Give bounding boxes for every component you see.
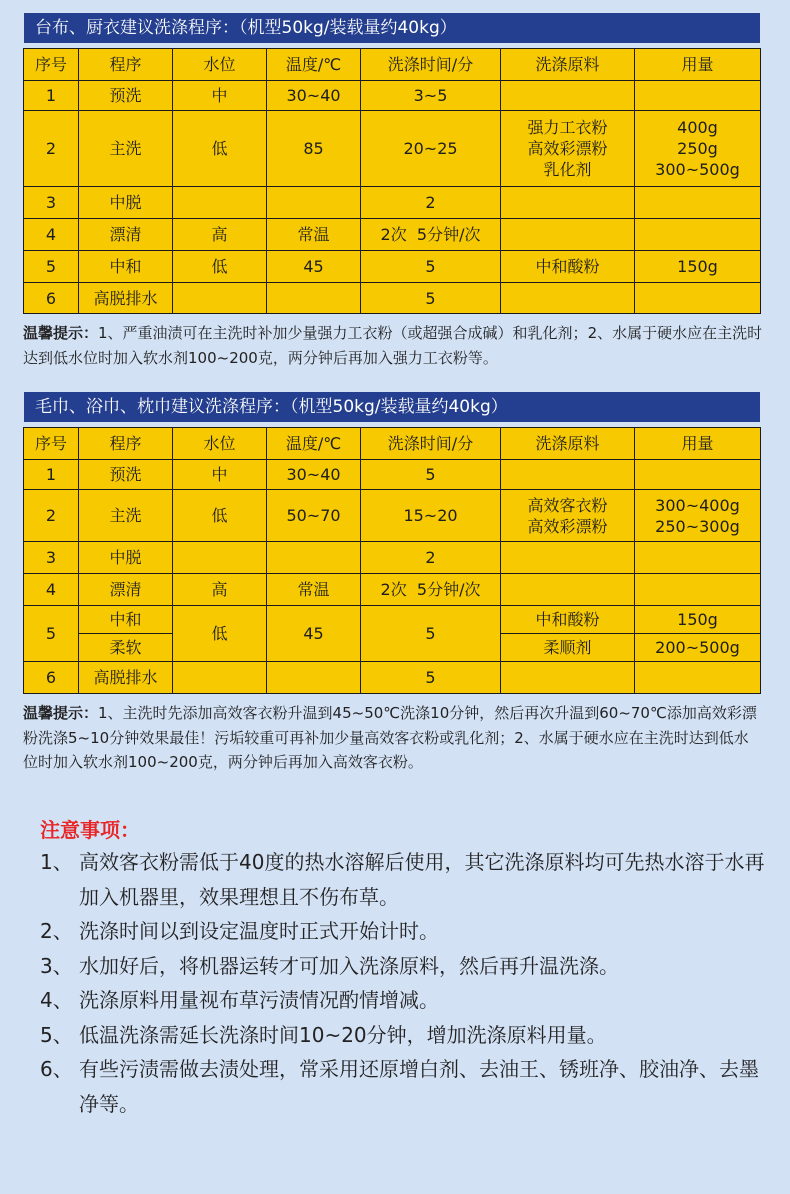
cell-no: 6 [24, 662, 79, 694]
cell-amount [635, 187, 761, 219]
cell-amount [635, 542, 761, 574]
header-cell: 洗涤时间/分 [361, 49, 501, 81]
table-header-row [24, 428, 761, 460]
cell-material [501, 574, 635, 606]
cell-material [501, 662, 635, 694]
cell-temp: 常温 [267, 574, 361, 606]
cell-water: 高 [173, 574, 267, 606]
cell-amount: 300~400g 250~300g [635, 490, 761, 542]
tip-text: 1、严重油渍可在主洗时补加少量强力工衣粉（或超强合成碱）和乳化剂；2、水属于硬水应在主洗时达到低水位时加入软水剂100~200克，两分钟后再加入强力工衣粉等。 [23, 324, 763, 367]
cell-time: 5 [361, 460, 501, 490]
list-item [40, 1018, 770, 1053]
cell-program: 中脱 [79, 542, 173, 574]
cell-amount [635, 283, 761, 314]
cell-temp: 30~40 [267, 460, 361, 490]
cell-time: 20~25 [361, 111, 501, 187]
cell-water: 中 [173, 460, 267, 490]
cell-amount [635, 574, 761, 606]
cell-amount: 200~500g [635, 634, 761, 662]
cell-material [501, 219, 635, 251]
cell-water [173, 662, 267, 694]
header-cell: 温度/℃ [267, 428, 361, 460]
cell-program: 中脱 [79, 187, 173, 219]
item-text: 有些污渍需做去渍处理，常采用还原增白剂、去油王、锈班净、胶油净、去墨净等。 [79, 1057, 759, 1116]
table-row [24, 606, 761, 634]
table-header-row [24, 49, 761, 81]
table-row [24, 81, 761, 111]
cell-temp: 45 [267, 606, 361, 662]
cell-material: 柔顺剂 [501, 634, 635, 662]
table-row [24, 574, 761, 606]
cell-material [501, 81, 635, 111]
cell-temp [267, 283, 361, 314]
header-cell: 用量 [635, 428, 761, 460]
cell-program: 漂清 [79, 219, 173, 251]
cell-temp [267, 187, 361, 219]
header-cell: 程序 [79, 49, 173, 81]
cell-water: 中 [173, 81, 267, 111]
cell-material: 强力工衣粉 高效彩漂粉 乳化剂 [501, 111, 635, 187]
header-cell: 序号 [24, 49, 79, 81]
tip-label: 温馨提示： [23, 324, 99, 342]
header-cell: 温度/℃ [267, 49, 361, 81]
cell-water: 低 [173, 251, 267, 283]
cell-no: 2 [24, 111, 79, 187]
cell-material: 中和酸粉 [501, 251, 635, 283]
cell-time: 2 [361, 187, 501, 219]
list-item [40, 845, 770, 914]
cell-material: 中和酸粉 [501, 606, 635, 634]
list-item [40, 914, 770, 949]
cell-water: 低 [173, 490, 267, 542]
cell-program: 柔软 [79, 634, 173, 662]
cell-no: 6 [24, 283, 79, 314]
cell-temp: 常温 [267, 219, 361, 251]
item-text: 高效客衣粉需低于40度的热水溶解后使用，其它洗涤原料均可先热水溶于水再加入机器里，效果理想且不伤布草。 [79, 850, 765, 909]
cell-no: 3 [24, 542, 79, 574]
header-cell: 序号 [24, 428, 79, 460]
table-row [24, 490, 761, 542]
cell-amount [635, 81, 761, 111]
header-cell: 用量 [635, 49, 761, 81]
cell-water [173, 283, 267, 314]
cell-temp: 45 [267, 251, 361, 283]
cell-temp [267, 542, 361, 574]
section2-tip [23, 701, 763, 775]
cell-program: 中和 [79, 606, 173, 634]
table-row [24, 219, 761, 251]
section1-table [23, 48, 761, 314]
tip-text: 1、主洗时先添加高效客衣粉升温到45~50℃洗涤10分钟，然后再次升温到60~70℃添加高效彩漂粉洗涤5~10分钟效果最佳！污垢较重可再补加少量高效客衣粉或乳化剂；2、水属于硬水应在主洗时达到低水位时加入软水剂100~200克，两分钟后再加入高效客衣粉。 [23, 704, 757, 771]
item-number: 4、 [40, 988, 73, 1012]
header-cell: 水位 [173, 49, 267, 81]
cell-no: 5 [24, 251, 79, 283]
cell-no: 4 [24, 574, 79, 606]
section1-tip [23, 321, 763, 370]
tip-label: 温馨提示： [23, 704, 99, 722]
cell-no: 1 [24, 460, 79, 490]
item-text: 水加好后，将机器运转才可加入洗涤原料，然后再升温洗涤。 [79, 953, 619, 978]
cell-program: 预洗 [79, 460, 173, 490]
cell-amount: 150g [635, 251, 761, 283]
cell-time: 5 [361, 283, 501, 314]
cell-program: 主洗 [79, 490, 173, 542]
cell-material [501, 283, 635, 314]
cell-amount [635, 460, 761, 490]
section2-title: 毛巾、浴巾、枕巾建议洗涤程序：（机型50kg/装载量约40kg） [24, 392, 760, 422]
header-cell: 洗涤时间/分 [361, 428, 501, 460]
cell-water [173, 542, 267, 574]
list-item [40, 949, 770, 984]
attention-title: 注意事项： [40, 818, 140, 842]
item-text: 低温洗涤需延长洗涤时间10~20分钟，增加洗涤原料用量。 [79, 1022, 607, 1047]
cell-temp: 30~40 [267, 81, 361, 111]
cell-time: 5 [361, 662, 501, 694]
cell-no: 5 [24, 606, 79, 662]
cell-program: 主洗 [79, 111, 173, 187]
table-row [24, 111, 761, 187]
section2-table [23, 427, 761, 694]
cell-time: 5 [361, 251, 501, 283]
item-text: 洗涤原料用量视布草污渍情况酌情增减。 [79, 988, 439, 1012]
cell-temp: 50~70 [267, 490, 361, 542]
item-number: 6、 [40, 1057, 73, 1081]
cell-no: 2 [24, 490, 79, 542]
table-row [24, 662, 761, 694]
table-row [24, 187, 761, 219]
cell-water: 低 [173, 606, 267, 662]
cell-time: 2次 5分钟/次 [361, 574, 501, 606]
list-item [40, 983, 770, 1018]
table-row [24, 460, 761, 490]
cell-no: 4 [24, 219, 79, 251]
cell-program: 预洗 [79, 81, 173, 111]
header-cell: 水位 [173, 428, 267, 460]
item-number: 5、 [40, 1022, 73, 1047]
cell-amount [635, 662, 761, 694]
item-number: 3、 [40, 953, 73, 978]
cell-material: 高效客衣粉 高效彩漂粉 [501, 490, 635, 542]
item-number: 1、 [40, 850, 73, 874]
cell-no: 3 [24, 187, 79, 219]
list-item [40, 1052, 770, 1121]
cell-water [173, 187, 267, 219]
cell-time: 15~20 [361, 490, 501, 542]
cell-time: 5 [361, 606, 501, 662]
cell-program: 漂清 [79, 574, 173, 606]
attention-section [40, 815, 770, 1121]
cell-amount [635, 219, 761, 251]
cell-amount: 400g 250g 300~500g [635, 111, 761, 187]
header-cell: 洗涤原料 [501, 428, 635, 460]
item-number: 2、 [40, 919, 73, 943]
table-row [24, 542, 761, 574]
table-row [24, 283, 761, 314]
cell-material [501, 187, 635, 219]
cell-water: 低 [173, 111, 267, 187]
cell-material [501, 542, 635, 574]
cell-program: 高脱排水 [79, 283, 173, 314]
cell-material [501, 460, 635, 490]
cell-water: 高 [173, 219, 267, 251]
cell-time: 3~5 [361, 81, 501, 111]
cell-temp [267, 662, 361, 694]
cell-temp: 85 [267, 111, 361, 187]
cell-program: 高脱排水 [79, 662, 173, 694]
item-text: 洗涤时间以到设定温度时正式开始计时。 [79, 919, 439, 943]
section1-title: 台布、厨衣建议洗涤程序：（机型50kg/装载量约40kg） [24, 13, 760, 43]
cell-time: 2次 5分钟/次 [361, 219, 501, 251]
cell-time: 2 [361, 542, 501, 574]
header-cell: 洗涤原料 [501, 49, 635, 81]
table-row [24, 251, 761, 283]
cell-program: 中和 [79, 251, 173, 283]
cell-no: 1 [24, 81, 79, 111]
header-cell: 程序 [79, 428, 173, 460]
cell-amount: 150g [635, 606, 761, 634]
